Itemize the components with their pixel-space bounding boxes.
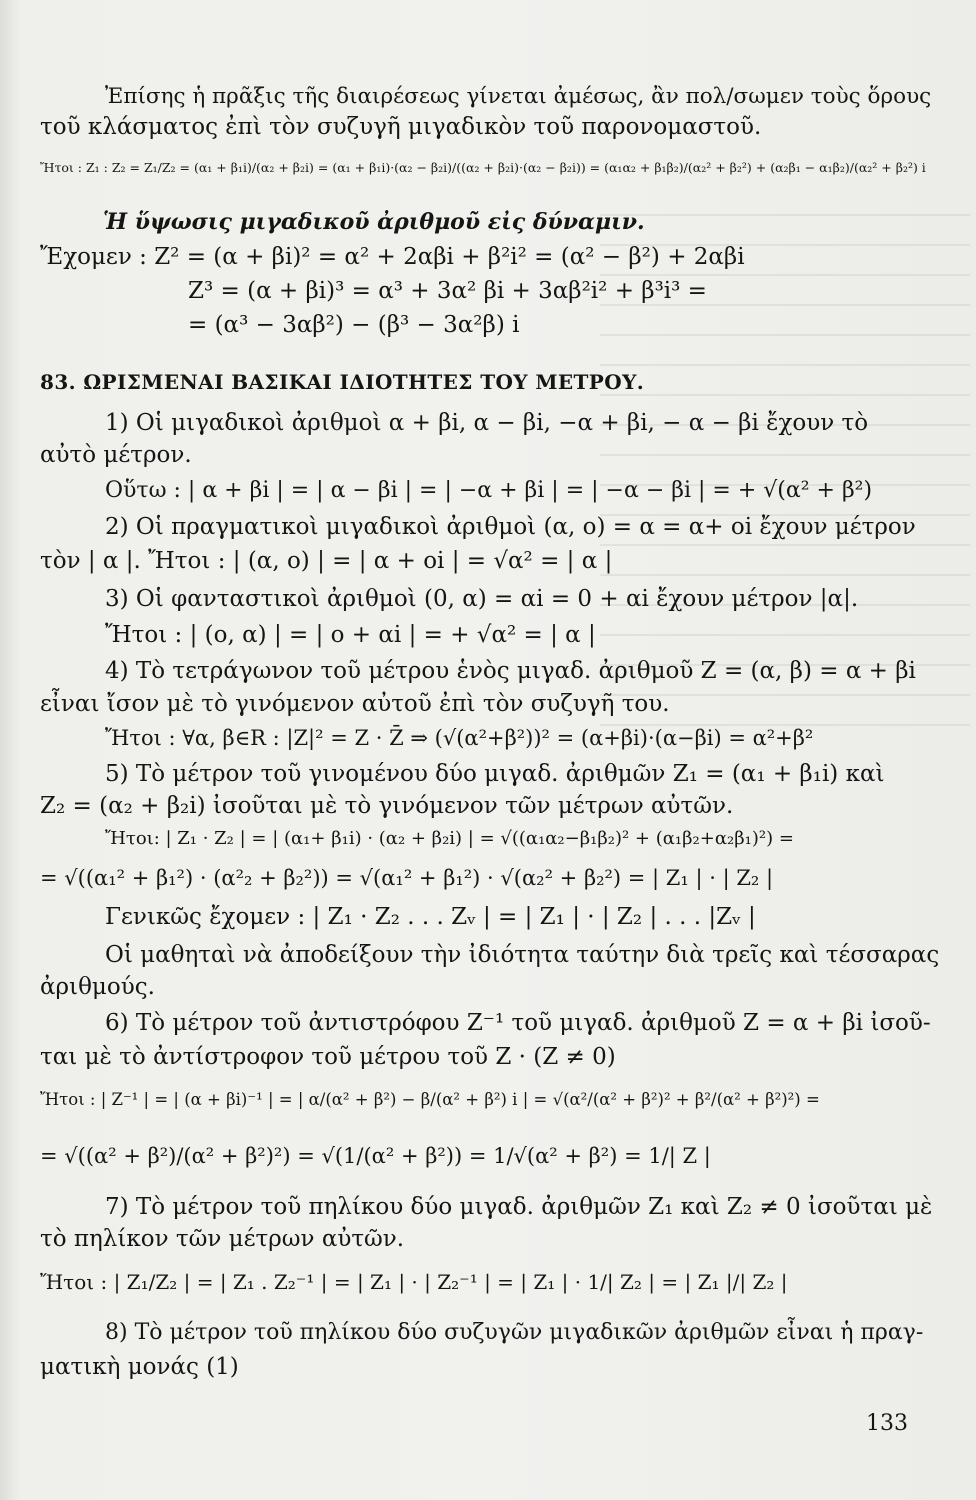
equation-line: Ἤτοι: | Z₁ · Z₂ | = | (α₁+ β₁i) · (α₂ + β₂i) | = √((α₁α₂−β₁β₂)² + (α₁β₂+α₂β₁)²) =	[105, 828, 794, 849]
equation-line: Ἤτοι : | (ο, α) | = | ο + αi | = + √α² = | α |	[105, 622, 596, 648]
paragraph-line: αὐτὸ μέτρον.	[40, 442, 192, 468]
paragraph-line: Z₂ = (α₂ + β₂i) ἰσοῦται μὲ τὸ γινόμενον τῶν μέτρων αὐτῶν.	[40, 793, 734, 819]
paragraph-line: 6) Τὸ μέτρον τοῦ ἀντιστρόφου Z⁻¹ τοῦ μιγαδ. ἀριθμοῦ Z = α + βi ἰσοῦ-	[105, 1010, 931, 1036]
equation-division: Ἤτοι : Z₁ : Z₂ = Z₁/Z₂ = (α₁ + β₁i)/(α₂ + β₂i) = (α₁ + β₁i)·(α₂ − β₂i)/((α₂ + β₂i)·(α₂ − β₂i)) = (α₁α₂ + β₁β₂)/(α₂² + β₂²) + (α₂β₁ − α₁β₂)/(α₂² + β₂²) i	[40, 160, 926, 175]
section-title-83: 83. ΩΡΙΣΜΕΝΑΙ ΒΑΣΙΚΑΙ ΙΔΙΟΤΗΤΕΣ ΤΟΥ ΜΕΤΡΟΥ.	[40, 370, 645, 394]
equation-line: Ἤτοι : ∀α, β∈R : |Z|² = Z · Z̄ ⇒ (√(α²+β²))² = (α+βi)·(α−βi) = α²+β²	[105, 726, 814, 750]
paragraph-line: 2) Οἱ πραγματικοὶ μιγαδικοὶ ἀριθμοὶ (α, ο) = α = α+ οi ἔχουν μέτρον	[105, 514, 916, 540]
paragraph-line: Ἐπίσης ἡ πρᾶξις τῆς διαιρέσεως γίνεται ἀμέσως, ἂν πολ/σωμεν τοὺς ὅρους	[105, 84, 932, 109]
paragraph-line: ται μὲ τὸ ἀντίστροφον τοῦ μέτρου τοῦ Z · (Z ≠ 0)	[40, 1044, 616, 1070]
paragraph-line: 3) Οἱ φανταστικοὶ ἀριθμοὶ (0, α) = αi = 0 + αi ἔχουν μέτρον |α|.	[105, 586, 859, 612]
equation-line: Γενικῶς ἔχομεν : | Z₁ · Z₂ . . . Zᵥ | = | Z₁ | · | Z₂ | . . . |Zᵥ |	[105, 904, 756, 930]
paragraph-line: τὸ πηλίκον τῶν μέτρων αὐτῶν.	[40, 1226, 405, 1252]
paragraph-line: ἀριθμούς.	[40, 974, 155, 1000]
equation-line: Οὕτω : | α + βi | = | α − βi | = | −α + βi | = | −α − βi | = + √(α² + β²)	[105, 478, 873, 503]
paragraph-line: 1) Οἱ μιγαδικοὶ ἀριθμοὶ α + βi, α − βi, −α + βi, − α − βi ἔχουν τὸ	[105, 410, 869, 436]
equation-line: = √((α² + β²)/(α² + β²)²) = √(1/(α² + β²)) = 1/√(α² + β²) = 1/| Z |	[40, 1144, 711, 1168]
equation-line: Ἤτοι : | Z⁻¹ | = | (α + βi)⁻¹ | = | α/(α² + β²) − β/(α² + β²) i | = √(α²/(α² + β²)² + β²/(α² + β²)²) =	[40, 1090, 820, 1109]
section-heading-power: Ἡ ὕψωσις μιγαδικοῦ ἀριθμοῦ εἰς δύναμιν.	[103, 209, 645, 235]
equation-square: Ἔχομεν : Z² = (α + βi)² = α² + 2αβi + β²i² = (α² − β²) + 2αβi	[40, 244, 745, 270]
paragraph-line: τὸν | α |. Ἤτοι : | (α, ο) | = | α + οi | = √α² = | α |	[40, 548, 613, 574]
equation-cube: = (α³ − 3αβ²) − (β³ − 3α²β) i	[188, 312, 520, 338]
paragraph-line: Οἱ μαθηταὶ νὰ ἀποδείξουν τὴν ἰδιότητα ταύτην διὰ τρεῖς καὶ τέσσαρας	[105, 942, 940, 968]
paragraph-line: ματικὴ μονάς (1)	[40, 1354, 239, 1380]
paragraph-line: τοῦ κλάσματος ἐπὶ τὸν συζυγῆ μιγαδικὸν τοῦ παρονομαστοῦ.	[40, 114, 762, 140]
paragraph-line: 4) Τὸ τετράγωνον τοῦ μέτρου ἑνὸς μιγαδ. ἀριθμοῦ Z = (α, β) = α + βi	[105, 658, 916, 684]
paragraph-line: εἶναι ἴσον μὲ τὸ γινόμενον αὐτοῦ ἐπὶ τὸν συζυγῆ του.	[40, 691, 670, 717]
page-number: 133	[866, 1411, 908, 1436]
paragraph-line: 5) Τὸ μέτρον τοῦ γινομένου δύο μιγαδ. ἀριθμῶν Z₁ = (α₁ + β₁i) καὶ	[105, 761, 885, 787]
paragraph-line: 8) Τὸ μέτρον τοῦ πηλίκου δύο συζυγῶν μιγαδικῶν ἀριθμῶν εἶναι ἡ πραγ-	[105, 1320, 924, 1345]
paragraph-line: 7) Τὸ μέτρον τοῦ πηλίκου δύο μιγαδ. ἀριθμῶν Z₁ καὶ Z₂ ≠ 0 ἰσοῦται μὲ	[105, 1194, 933, 1220]
equation-line: Ἤτοι : | Z₁/Z₂ | = | Z₁ . Z₂⁻¹ | = | Z₁ | · | Z₂⁻¹ | = | Z₁ | · 1/| Z₂ | = | Z₁ |/| Z₂ |	[40, 1270, 788, 1294]
equation-line: = √((α₁² + β₁²) · (α²₂ + β₂²)) = √(α₁² + β₁²) · √(α₂² + β₂²) = | Z₁ | · | Z₂ |	[40, 866, 774, 890]
equation-cube: Z³ = (α + βi)³ = α³ + 3α² βi + 3αβ²i² + β³i³ =	[188, 278, 707, 304]
